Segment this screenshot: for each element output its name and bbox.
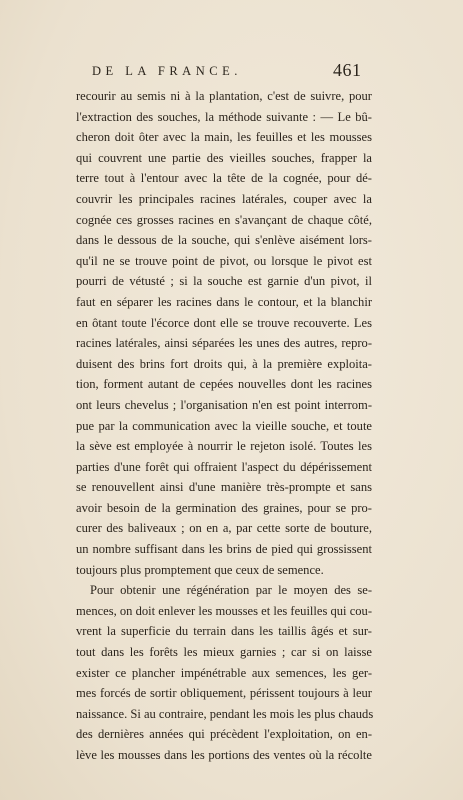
text-line: cognée ces grosses racines en s'avançant de chaque côté, <box>76 212 372 227</box>
text-line: couvrir les principales racines latérales, couper avec la <box>76 191 372 206</box>
text-line: faut en séparer les racines dans le contour, et la blanchir <box>76 294 372 309</box>
running-header: DE LA FRANCE. <box>92 64 242 78</box>
body-text <box>76 86 372 766</box>
text-line: pue par la communication avec la vieille souche, et toute <box>76 418 372 433</box>
text-line: parties d'une forêt qui offraient l'aspect du dépérissement <box>76 459 372 474</box>
text-line: mes forcés de sortir obliquement, périssent toujours à leur <box>76 686 372 701</box>
text-line: un nombre suffisant dans les brins de pied qui grossissent <box>76 542 372 557</box>
text-line: Pour obtenir une régénération par le moyen des se- <box>90 583 372 598</box>
text-line: exister ce plancher impénétrable aux semences, les ger- <box>76 665 372 680</box>
text-line: l'extraction des souches, la méthode suivante : — Le bû- <box>76 109 372 124</box>
text-line: des dernières années qui précèdent l'exploitation, on en- <box>76 727 372 742</box>
text-line: curer des baliveaux ; on en a, par cette sorte de bouture, <box>76 521 372 536</box>
text-line: racines latérales, ainsi séparées les unes des autres, repro- <box>76 336 372 351</box>
text-line: pourri de vétusté ; si la souche est garnie d'un pivot, il <box>76 274 372 289</box>
text-line: tion, forment autant de cepées nouvelles dont les racines <box>76 377 372 392</box>
text-line: lève les mousses dans les portions des ventes où la récolte <box>76 748 372 762</box>
text-line: en ôtant toute l'écorce dont elle se trouve recouverte. Les <box>76 315 372 330</box>
page-number: 461 <box>333 60 362 80</box>
text-line: la sève est employée à nourrir le rejeton isolé. Toutes les <box>76 439 372 454</box>
text-line: toujours plus promptement que ceux de semence. <box>76 562 324 577</box>
text-line: ont leurs chevelus ; l'organisation n'en est point interrom- <box>76 397 372 412</box>
text-line: dans le dessous de la souche, qui s'enlève aisément lors- <box>76 233 372 248</box>
text-line: se renouvellent ainsi d'une manière très-prompte et sans <box>76 480 372 495</box>
text-line: qu'il ne se trouve point de pivot, ou lorsque le pivot est <box>76 253 372 268</box>
text-line: tout dans les forêts les mieux garnies ; car si on laisse <box>76 645 372 660</box>
text-line: mences, on doit enlever les mousses et les feuilles qui cou- <box>76 603 372 618</box>
text-line: recourir au semis ni à la plantation, c'est de suivre, pour <box>76 89 372 103</box>
text-line: naissance. Si au contraire, pendant les mois les plus chauds <box>76 706 374 721</box>
text-line: avoir besoin de la germination des graines, pour se pro- <box>76 500 372 515</box>
text-line: duisent des brins fort droits qui, à la première exploita- <box>76 356 372 371</box>
text-line: vrent la superficie du terrain dans les taillis âgés et sur- <box>76 624 372 639</box>
text-line: terre tout à l'entour avec la tête de la cognée, pour dé- <box>76 171 372 186</box>
text-line: qui couvrent une partie des vieilles souches, frapper la <box>76 150 372 165</box>
text-line: cheron doit ôter avec la main, les feuilles et les mousses <box>76 130 372 145</box>
